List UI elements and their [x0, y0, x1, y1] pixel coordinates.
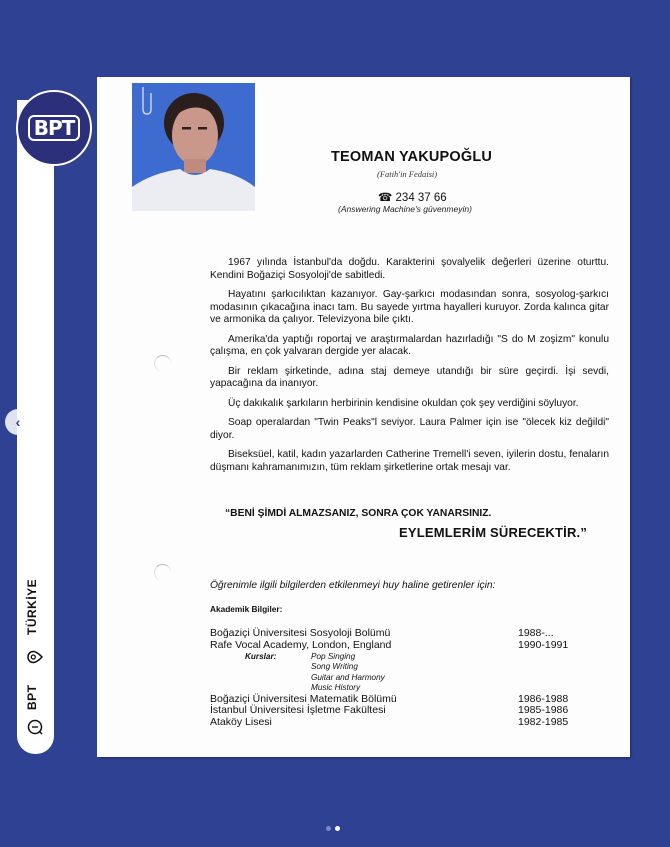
- paragraph: Biseksüel, katil, kadın yazarlarden Catherine Tremell'i seven, iyilerin dostu, fenaların düşmanı kahramanımızın, tüm reklam şirketlerine ortak mesajı var.: [210, 448, 609, 473]
- school: Boğaziçi Üniversitesi Matematik Bölümü: [210, 692, 397, 705]
- school: Rafe Vocal Academy, London, England: [210, 638, 392, 651]
- course: Music History: [311, 683, 361, 693]
- phone-icon: ☎: [378, 192, 393, 204]
- school: Boğaziçi Üniversitesi Sosyoloji Bolümü: [210, 627, 391, 639]
- logo-text: BPT: [28, 115, 81, 141]
- paragraph: Amerika'da yaptığı roportaj ve araştırmalardan hazırladığı "S do M zoşizm" konulu çalışma, en çok yalvaran dergide yer alacak.: [210, 333, 609, 358]
- punch-hole: [154, 564, 171, 581]
- carousel-dot-2-active[interactable]: [335, 826, 340, 831]
- location-pin-icon: [26, 648, 44, 666]
- education-list: [210, 628, 570, 729]
- phone-note: (Answering Machine's güvenmeyin): [338, 204, 472, 214]
- education-row: [210, 717, 570, 729]
- carousel-dots: [326, 826, 340, 831]
- location-label: TÜRKİYE: [25, 578, 39, 635]
- carousel-dot-1[interactable]: [326, 826, 331, 831]
- school: İstanbul Üniversitesi İşletme Fakültesi: [210, 704, 386, 717]
- resume-body: [210, 257, 609, 481]
- school: Ataköy Lisesi: [210, 716, 272, 729]
- courses-block: [210, 652, 570, 694]
- years: 1988-...: [518, 627, 554, 639]
- phone-number: 234 37 66: [395, 192, 447, 204]
- paragraph: 1967 yılında İstanbul'da doğdu. Karakterini şovalyelik değerleri üzerine oturttu. Kendini Boğaziçi Sosyoloji'de sabitledi.: [210, 257, 609, 281]
- resume-page: [97, 77, 630, 757]
- course: Song Writing: [311, 662, 358, 672]
- years: 1986-1988: [518, 692, 569, 705]
- bpt-logo[interactable]: [16, 90, 92, 166]
- punch-hole: [154, 355, 171, 372]
- course: Pop Singing: [311, 651, 356, 661]
- resume-name: TEOMAN YAKUPOĞLU: [331, 149, 493, 165]
- paragraph: Hayatını şarkıcılıktan kazanıyor. Gay-şarkıcı modasından sonra, sosyolog-şarkıcı modasının çıkacağına inacı tam. Bu sayede yırtma hayalleri kuruyor. Zorda kalınca gitar ve armonika da çalıyor. Televizyona bile çıktı.: [210, 288, 609, 326]
- years: 1985-1986: [518, 704, 569, 717]
- resume-nickname: (Fatih'in Fedaisi): [377, 169, 438, 179]
- portrait-photo: [132, 83, 255, 211]
- course: Guitar and Harmony: [311, 672, 385, 682]
- chevron-left-icon: ‹: [15, 414, 21, 430]
- brand-label: BPT: [25, 684, 39, 710]
- education-heading: Akademik Bilgiler:: [210, 604, 283, 614]
- quote-line-1: “BENİ ŞİMDİ ALMAZSANIZ, SONRA ÇOK YANARSINIZ.: [225, 508, 492, 519]
- paragraph: Bir reklam şirketinde, adına staj demeye utandığı bir süre geçirdi. İşi sevdi, yapacağına da inanıyor.: [210, 365, 609, 390]
- resume-phone: [378, 190, 447, 204]
- carousel-prev-button[interactable]: [5, 409, 31, 435]
- info-chat-icon: [26, 718, 44, 736]
- paragraph: Soap operalardan "Twin Peaks"l seviyor. Laura Palmer için ise "ölecek kiz değildi" diyor.: [210, 416, 609, 441]
- education-row: [210, 640, 570, 652]
- courses-label: Kurslar:: [245, 651, 277, 661]
- education-intro: Öğrenimle ilgili bilgilerden etkilenmeyi huy haline getirenler için:: [210, 580, 496, 591]
- sidebar-labels: [22, 578, 50, 745]
- years: 1990-1991: [518, 638, 569, 651]
- quote-line-2: EYLEMLERİM SÜRECEKTİR.”: [399, 525, 588, 540]
- paragraph: Üç dakıkalık şarkıların herbirinin kendisine okuldan çok şey verdiğini söyluyor.: [228, 397, 579, 409]
- years: 1982-1985: [518, 716, 569, 729]
